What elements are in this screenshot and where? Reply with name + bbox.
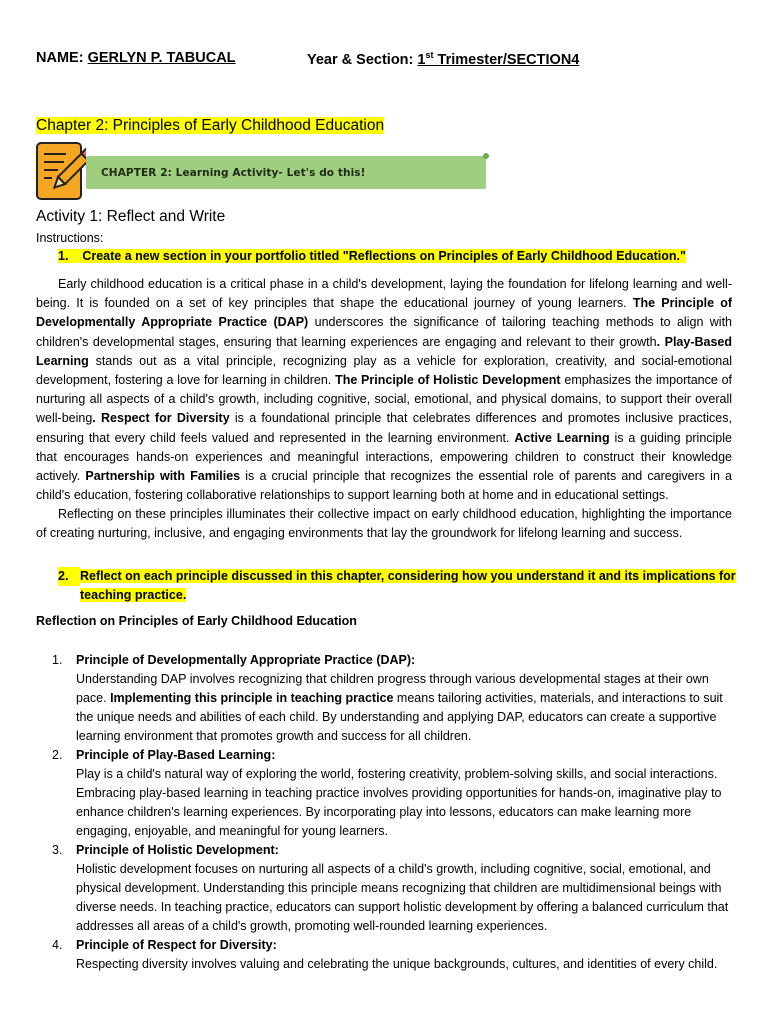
pencil-notepad-icon bbox=[36, 142, 86, 200]
reflection-list bbox=[52, 651, 732, 974]
student-header bbox=[36, 50, 580, 68]
item2-text-wrap bbox=[80, 567, 740, 605]
list-item-num: 3. bbox=[52, 843, 63, 857]
list-item-title: Principle of Holistic Development: bbox=[76, 843, 279, 857]
p1-b3: The Principle of Holistic Development bbox=[335, 373, 561, 388]
list-item-title: Principle of Respect for Diversity: bbox=[76, 938, 277, 952]
year-value bbox=[417, 52, 579, 68]
p1-s7: is a crucial principle that recognizes the essential role of parents and caregivers in a child's education, fostering collaborative relationships to support learning both at home and in educational settings. bbox=[36, 469, 733, 503]
p2-text: Reflecting on these principles illuminates their collective impact on early childhood education, highlighting the importance of creating nurturing, inclusive, and engaging environments that lay the groundwork for lifelong learning and success. bbox=[36, 507, 732, 541]
p1-b4: . Respect for Diversity bbox=[92, 411, 230, 426]
list-item-num: 2. bbox=[52, 748, 63, 762]
list-item bbox=[52, 651, 732, 746]
item2-num: 2. bbox=[58, 567, 80, 586]
list-item-title: Principle of Play-Based Learning: bbox=[76, 748, 276, 762]
list-item-text-post: means tailoring activities, materials, and interactions to suit the unique needs and abilities of each child. By understanding and applying DAP, educators can create a supportive learning environment that promotes growth and success for all children. bbox=[76, 691, 723, 743]
learning-activity-banner bbox=[86, 156, 486, 189]
list-item-num: 4. bbox=[52, 938, 63, 952]
intro-paragraph bbox=[36, 275, 732, 505]
chapter-title bbox=[36, 117, 384, 135]
p1-s2: underscores the significance of tailoring teaching methods to align with children's developmental stages, ensuring that learning experiences are engaging and relevant to their growth bbox=[36, 315, 733, 349]
year-sup: st bbox=[425, 50, 434, 60]
list-item-text: Holistic development focuses on nurturing all aspects of a child's growth, including cognitive, social, emotional, and physical development. Understanding this principle means recognizing that children are multidimensional beings with diverse needs. In teaching practice, educators can support holistic development by offering a balanced curriculum that addresses all areas of a child's growth, promoting well-rounded learning experiences. bbox=[76, 862, 729, 933]
chapter-title-text: Chapter 2: Principles of Early Childhood Education bbox=[36, 117, 385, 134]
year-label: Year & Section: bbox=[307, 51, 418, 68]
p1-b1: The Principle of Developmentally Appropriate Practice (DAP) bbox=[36, 296, 733, 330]
list-item-text: Respecting diversity involves valuing and celebrating the unique backgrounds, cultures, and identities of every child. bbox=[76, 957, 718, 971]
list-item-num: 1. bbox=[52, 653, 63, 667]
year-section bbox=[307, 50, 579, 68]
item2-text: Reflect on each principle discussed in this chapter, considering how you understand it and its implications for teaching practice. bbox=[80, 569, 736, 602]
p1-s1: Early childhood education is a critical phase in a child's development, laying the foundation for lifelong learning and well-being. It is founded on a set of key principles that shape the educational journey of young learners. bbox=[36, 277, 732, 311]
p1-b6: Partnership with Families bbox=[85, 469, 241, 484]
student-name: GERLYN P. TABUCAL bbox=[87, 50, 236, 66]
activity-title: Activity 1: Reflect and Write bbox=[36, 208, 226, 225]
p1-s6: is a guiding principle that encourages hands-on experiences and meaningful interactions, empowering children to construct their knowledge actively. bbox=[36, 430, 732, 484]
instruction-item-2 bbox=[58, 567, 738, 602]
item1-num: 1. bbox=[58, 249, 69, 263]
list-item-text: Play is a child's natural way of exploring the world, fostering creativity, problem-solving skills, and social interactions. Embracing play-based learning in teaching practice involves providing opportunities for hands-on, imaginative play to enhance children's learning experiences. By incorporating play into lessons, educators can make learning more engaging, enjoyable, and meaningful for young learners. bbox=[76, 767, 722, 838]
p1-s5: is a foundational principle that celebrates differences and promotes inclusive practices, ensuring that every child feels valued and represented in the learning environment. bbox=[36, 411, 732, 445]
instructions-label: Instructions: bbox=[36, 231, 104, 245]
list-item-bold: Implementing this principle in teaching practice bbox=[110, 691, 394, 705]
list-item bbox=[52, 841, 732, 936]
list-item bbox=[52, 936, 732, 974]
list-item-text: Understanding DAP involves recognizing that children progress through various developmental stages at their own pace. bbox=[76, 672, 709, 705]
reflection-title: Reflection on Principles of Early Childhood Education bbox=[36, 614, 357, 628]
banner-dot bbox=[483, 153, 489, 159]
item1-text: Create a new section in your portfolio titled "Reflections on Principles of Early Childhood Education." bbox=[82, 249, 686, 263]
year-rest: Trimester/SECTION4 bbox=[433, 51, 580, 68]
reflecting-paragraph bbox=[36, 505, 732, 543]
list-item-title: Principle of Developmentally Appropriate Practice (DAP): bbox=[76, 653, 416, 667]
banner-text: CHAPTER 2: Learning Activity- Let's do this! bbox=[101, 167, 366, 179]
instruction-item-1 bbox=[58, 249, 686, 263]
p1-b2: . Play-Based Learning bbox=[36, 334, 733, 368]
p1-s4: emphasizes the importance of nurturing all aspects of a child's growth, including cognitive, social, emotional, and physical domains, to support their overall well-being bbox=[36, 373, 732, 426]
list-item bbox=[52, 746, 732, 841]
p1-s3: stands out as a vital principle, recognizing play as a vehicle for exploration, creativity, and social-emotional development, fostering a love for learning in children. bbox=[36, 353, 732, 388]
name-label: NAME: bbox=[36, 50, 88, 66]
year-num: 1 bbox=[417, 51, 426, 68]
p1-b5: Active Learning bbox=[514, 430, 610, 445]
